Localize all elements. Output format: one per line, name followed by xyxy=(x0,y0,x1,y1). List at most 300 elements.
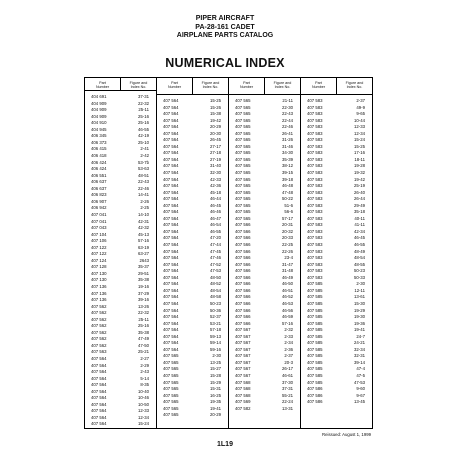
part-number: 407 566 xyxy=(235,268,251,274)
part-number-header: Part Number xyxy=(301,78,337,94)
page-title: NUMERICAL INDEX xyxy=(165,56,285,70)
part-number: 407 586 xyxy=(307,399,323,405)
part-number: 407 562 xyxy=(91,329,107,335)
part-number: 406 418 xyxy=(91,153,107,159)
part-number: 407 562 xyxy=(91,336,107,342)
part-number: 404 691 xyxy=(91,94,107,100)
part-number: 407 565 xyxy=(235,163,251,169)
part-number: 407 583 xyxy=(307,268,323,274)
figure-index: 46-55 xyxy=(354,242,365,248)
part-number: 404 945 xyxy=(91,126,107,132)
index-column xyxy=(229,78,301,428)
figure-index: 25-11 xyxy=(138,316,149,322)
part-number: 404 909 xyxy=(91,100,107,106)
part-number: 407 583 xyxy=(307,196,323,202)
part-number: 407 564 xyxy=(91,362,107,368)
part-number: 407 582 xyxy=(235,405,251,411)
figure-index: 19-35 xyxy=(210,399,221,405)
figure-index: 9-67 xyxy=(356,392,365,398)
figure-index: 17-16 xyxy=(354,150,365,156)
figure-index: 14-10 xyxy=(138,211,149,217)
part-number: 407 566 xyxy=(235,294,251,300)
part-number: 406 637 xyxy=(91,179,107,185)
figure-index: 2-37 xyxy=(356,98,365,103)
figure-index: 20-29 xyxy=(210,124,221,130)
part-number: 407 585 xyxy=(307,300,323,306)
figure-index: 31-46 xyxy=(282,143,293,149)
part-number: 407 583 xyxy=(307,189,323,195)
part-number: 407 564 xyxy=(163,117,179,123)
part-number: 407 566 xyxy=(235,281,251,287)
part-number: 407 564 xyxy=(163,130,179,136)
figure-index: 59-14 xyxy=(210,340,221,346)
figure-index: 12-33 xyxy=(138,408,149,414)
figure-index: 24-21 xyxy=(354,340,365,346)
part-number: 407 564 xyxy=(163,346,179,352)
figure-index: 46-54 xyxy=(210,222,221,228)
part-number: 407 564 xyxy=(163,189,179,195)
part-number: 407 583 xyxy=(307,222,323,228)
part-number: 407 564 xyxy=(91,369,107,375)
column-header xyxy=(157,78,228,95)
part-number: 407 564 xyxy=(163,281,179,287)
figure-index-header: Figure and Index No. xyxy=(129,80,148,90)
part-number: 407 565 xyxy=(235,104,251,110)
figure-index: 12-11 xyxy=(354,287,365,293)
figure-index: 25-16 xyxy=(138,323,149,329)
figure-index: 47-52 xyxy=(210,261,221,267)
part-number: 407 585 xyxy=(307,307,323,313)
figure-index: 42-36 xyxy=(210,183,221,189)
part-number: 406 424 xyxy=(91,159,107,165)
figure-index: 15-26 xyxy=(210,104,221,110)
figure-index: 47-20 xyxy=(210,235,221,241)
figure-index: 20-30 xyxy=(210,130,221,136)
figure-index: 48-55 xyxy=(354,261,365,267)
figure-index: 46-45 xyxy=(210,202,221,208)
figure-index: 46-44 xyxy=(210,196,221,202)
figure-index: 15-38 xyxy=(210,111,221,117)
figure-index: 15-30 xyxy=(354,300,365,306)
figure-index: 9-65 xyxy=(356,111,365,117)
figure-index: 2-41 xyxy=(140,146,149,152)
part-number: 407 104 xyxy=(91,231,107,237)
part-number: 407 583 xyxy=(307,183,323,189)
figure-index: 47-45 xyxy=(210,248,221,254)
figure-index: 49-9 xyxy=(356,104,365,110)
part-number: 407 583 xyxy=(307,215,323,221)
part-number: 407 565 xyxy=(235,189,251,195)
part-number: 407 122 xyxy=(91,251,107,257)
figure-index: 47-48 xyxy=(282,189,293,195)
part-number: 407 565 xyxy=(163,399,179,405)
figure-index: 63-19 xyxy=(138,244,149,250)
part-number: 407 566 xyxy=(235,314,251,320)
part-number: 407 562 xyxy=(91,316,107,322)
figure-index: 42-32 xyxy=(138,225,149,231)
figure-index: 56-6 xyxy=(284,209,293,215)
part-number: 407 564 xyxy=(163,170,179,176)
figure-index: 22-46 xyxy=(138,185,149,191)
part-number: 407 585 xyxy=(307,281,323,287)
figure-index: 22-43 xyxy=(282,111,293,117)
part-number: 407 585 xyxy=(307,353,323,359)
part-number: 407 583 xyxy=(307,150,323,156)
index-rows xyxy=(301,95,372,406)
figure-index: 53-63 xyxy=(138,166,149,172)
figure-index: 47-44 xyxy=(210,242,221,248)
part-number: 407 564 xyxy=(163,183,179,189)
figure-index: 37-29 xyxy=(138,290,149,296)
part-number: 407 136 xyxy=(91,283,107,289)
figure-index: 53-21 xyxy=(210,320,221,326)
figure-index: 35-18 xyxy=(354,209,365,215)
figure-index: 19-36 xyxy=(354,320,365,326)
figure-index: 13-45 xyxy=(354,399,365,405)
figure-index: 48-58 xyxy=(210,294,221,300)
figure-index: 32-30 xyxy=(210,170,221,176)
part-number: 407 566 xyxy=(235,320,251,326)
part-number: 407 583 xyxy=(307,156,323,162)
part-number: 407 568 xyxy=(235,386,251,392)
figure-index: 41-11 xyxy=(354,222,365,228)
part-number: 407 564 xyxy=(163,268,179,274)
part-number: 407 564 xyxy=(163,307,179,313)
figure-index: 2-29 xyxy=(140,362,149,368)
figure-index: 46-51 xyxy=(282,287,293,293)
part-number: 407 567 xyxy=(235,340,251,346)
figure-index: 19-41 xyxy=(210,405,221,411)
figure-index: 15-25 xyxy=(210,98,221,103)
part-number: 406 637 xyxy=(91,185,107,191)
part-number: 407 585 xyxy=(307,294,323,300)
part-number: 407 562 xyxy=(91,303,107,309)
index-rows xyxy=(229,95,300,412)
part-number: 407 564 xyxy=(163,255,179,261)
figure-index: 29-51 xyxy=(138,270,149,276)
part-number: 407 564 xyxy=(163,235,179,241)
figure-index: 15-24 xyxy=(354,137,365,143)
figure-index: 45-18 xyxy=(210,189,221,195)
catalog-header-manufacturer: PIPER AIRCRAFT xyxy=(195,15,255,22)
page-number: 1L19 xyxy=(217,441,233,448)
part-number: 407 564 xyxy=(91,382,107,388)
figure-index: 13-25 xyxy=(210,359,221,365)
figure-index: 42-33 xyxy=(210,176,221,182)
index-rows xyxy=(85,91,156,428)
figure-index: 20-33 xyxy=(282,235,293,241)
figure-index: 42-19 xyxy=(138,133,149,139)
part-number: 407 583 xyxy=(307,255,323,261)
part-number: 407 583 xyxy=(307,117,323,123)
part-number: 407 565 xyxy=(235,143,251,149)
part-number: 407 568 xyxy=(235,392,251,398)
part-number: 407 564 xyxy=(163,333,179,339)
part-number-header: Part Number xyxy=(229,78,265,94)
part-number: 407 565 xyxy=(163,372,179,378)
figure-index: 15-31 xyxy=(210,386,221,392)
figure-index: 46-55 xyxy=(210,228,221,234)
figure-index: 8-35 xyxy=(140,382,149,388)
figure-index: 15-29 xyxy=(210,379,221,385)
figure-index: 13-26 xyxy=(138,303,149,309)
part-number: 407 564 xyxy=(163,294,179,300)
figure-index: 2-27 xyxy=(140,355,149,361)
column-header xyxy=(85,78,156,91)
index-column xyxy=(85,78,157,428)
part-number: 407 565 xyxy=(163,392,179,398)
part-number: 407 585 xyxy=(307,379,323,385)
part-number: 407 565 xyxy=(235,170,251,176)
part-number: 407 565 xyxy=(163,405,179,411)
figure-index: 42-34 xyxy=(354,228,365,234)
figure-index: 39-15 xyxy=(282,170,293,176)
figure-index: 2-42 xyxy=(140,153,149,159)
figure-index: 22-46 xyxy=(282,124,293,130)
part-number: 407 566 xyxy=(235,235,251,241)
figure-index: 48-52 xyxy=(210,281,221,287)
part-number: 407 565 xyxy=(235,176,251,182)
figure-index: 2643 xyxy=(139,257,149,263)
figure-index: 31-26 xyxy=(282,137,293,143)
figure-index: 24-7 xyxy=(356,333,365,339)
part-number: 407 565 xyxy=(235,98,251,103)
figure-index: 10-46 xyxy=(138,395,149,401)
part-number: 407 583 xyxy=(307,163,323,169)
figure-index: 32-31 xyxy=(354,353,365,359)
figure-index: 57-16 xyxy=(282,320,293,326)
figure-index: 2-30 xyxy=(356,281,365,287)
figure-index: 19-30 xyxy=(354,314,365,320)
reissue-date: Reissued: August 1, 1999 xyxy=(322,432,371,437)
figure-index: 20-31 xyxy=(282,222,293,228)
part-number: 407 585 xyxy=(307,346,323,352)
part-number: 407 583 xyxy=(307,202,323,208)
part-number: 407 564 xyxy=(163,176,179,182)
figure-index: 22-24 xyxy=(282,399,293,405)
part-number: 407 566 xyxy=(235,228,251,234)
part-number: 406 823 xyxy=(91,192,107,198)
figure-index: 25-16 xyxy=(138,120,149,126)
figure-index: 40-11 xyxy=(354,215,365,221)
figure-index: 53-7b xyxy=(138,159,149,165)
figure-index: 46-52 xyxy=(282,294,293,300)
figure-index: 59-13 xyxy=(210,333,221,339)
part-number: 407 566 xyxy=(235,274,251,280)
figure-index: 15-28 xyxy=(210,372,221,378)
figure-index: 51-6 xyxy=(284,202,293,208)
figure-index: 46-45 xyxy=(354,235,365,241)
figure-index: 9-60 xyxy=(356,386,365,392)
figure-index: 46-50 xyxy=(282,281,293,287)
part-number: 407 564 xyxy=(91,421,107,427)
part-number: 407 566 xyxy=(235,255,251,261)
part-number: 407 564 xyxy=(91,401,107,407)
part-number: 407 566 xyxy=(235,261,251,267)
figure-index: 18-11 xyxy=(354,156,365,162)
part-number: 407 564 xyxy=(163,137,179,143)
figure-index: 26-45 xyxy=(210,137,221,143)
figure-index: 48-49 xyxy=(354,248,365,254)
figure-index: 23-4 xyxy=(284,255,293,261)
part-number: 407 565 xyxy=(163,359,179,365)
figure-index: 37-31 xyxy=(138,94,149,100)
part-number: 407 569 xyxy=(235,399,251,405)
figure-index: 27-17 xyxy=(210,143,221,149)
part-number: 407 564 xyxy=(163,314,179,320)
figure-index: 5-14 xyxy=(140,375,149,381)
part-number: 407 585 xyxy=(307,372,323,378)
part-number: 407 565 xyxy=(235,202,251,208)
catalog-header-title: AIRPLANE PARTS CATALOG xyxy=(176,32,274,39)
part-number: 407 564 xyxy=(91,395,107,401)
figure-index: 38-12 xyxy=(282,163,293,169)
part-number: 407 565 xyxy=(163,366,179,372)
index-rows xyxy=(157,95,228,419)
part-number: 407 565 xyxy=(235,117,251,123)
figure-index: 12-34 xyxy=(354,130,365,136)
figure-index: 22-30 xyxy=(282,104,293,110)
part-number: 407 566 xyxy=(235,307,251,313)
part-number: 407 564 xyxy=(163,327,179,333)
part-number-header: Part Number xyxy=(157,78,193,94)
figure-index: 47-5 xyxy=(356,372,365,378)
part-number: 406 551 xyxy=(91,172,107,178)
column-header xyxy=(301,78,372,95)
figure-index: 22-32 xyxy=(138,100,149,106)
index-column xyxy=(301,78,372,428)
figure-index: 26-41 xyxy=(282,130,293,136)
part-number: 407 564 xyxy=(163,143,179,149)
figure-index-header: Figure and Index No. xyxy=(201,80,220,90)
figure-index: 47-50 xyxy=(138,342,149,348)
part-number: 407 564 xyxy=(163,261,179,267)
part-number: 406 907 xyxy=(91,198,107,204)
part-number: 407 567 xyxy=(235,333,251,339)
figure-index: 55-21 xyxy=(282,392,293,398)
figure-index: 20-29 xyxy=(210,412,221,418)
figure-index: 31-48 xyxy=(282,268,293,274)
figure-index: 2-34 xyxy=(284,340,293,346)
column-header xyxy=(229,78,300,95)
figure-index: 57-16 xyxy=(138,238,149,244)
figure-index: 35-38 xyxy=(138,277,149,283)
figure-index: 2-43 xyxy=(140,369,149,375)
figure-index: 15-24 xyxy=(138,421,149,427)
figure-index: 22-43 xyxy=(138,179,149,185)
part-number: 407 041 xyxy=(91,218,107,224)
part-number: 407 564 xyxy=(163,320,179,326)
part-number: 407 583 xyxy=(307,111,323,117)
figure-index: 52-37 xyxy=(210,314,221,320)
figure-index: 19-28 xyxy=(354,163,365,169)
figure-index: 25-11 xyxy=(138,107,149,113)
part-number: 404 909 xyxy=(91,113,107,119)
part-number: 407 583 xyxy=(307,274,323,280)
part-number: 407 583 xyxy=(307,124,323,130)
part-number: 407 583 xyxy=(307,242,323,248)
figure-index: 47-46 xyxy=(210,255,221,261)
index-row xyxy=(85,421,156,428)
figure-index: 46-48 xyxy=(282,183,293,189)
part-number: 407 567 xyxy=(235,359,251,365)
figure-index: 35-38 xyxy=(138,329,149,335)
part-number: 407 585 xyxy=(307,320,323,326)
part-number: 407 562 xyxy=(91,310,107,316)
figure-index: 50-23 xyxy=(210,300,221,306)
part-number: 407 564 xyxy=(163,124,179,130)
part-number: 407 565 xyxy=(163,379,179,385)
part-number: 407 564 xyxy=(163,150,179,156)
figure-index: 16-25 xyxy=(210,392,221,398)
figure-index: 37-30 xyxy=(282,379,293,385)
part-number: 407 566 xyxy=(235,248,251,254)
part-number: 407 583 xyxy=(307,130,323,136)
figure-index-header: Figure and Index No. xyxy=(345,80,364,90)
part-number: 407 564 xyxy=(91,414,107,420)
figure-index: 26-44 xyxy=(354,196,365,202)
part-number: 407 585 xyxy=(307,359,323,365)
figure-index: 10-50 xyxy=(138,401,149,407)
figure-index: 47-53 xyxy=(354,379,365,385)
index-row xyxy=(301,399,372,406)
part-number: 407 564 xyxy=(163,209,179,215)
figure-index: 39-18 xyxy=(282,176,293,182)
figure-index: 10-44 xyxy=(354,117,365,123)
part-number: 407 124 xyxy=(91,257,107,263)
part-number: 407 565 xyxy=(235,111,251,117)
figure-index-header: Figure and Index No. xyxy=(273,80,292,90)
part-number: 407 128 xyxy=(91,264,107,270)
figure-index: 2-33 xyxy=(284,333,293,339)
numerical-index-table xyxy=(84,77,373,429)
figure-index: 26-40 xyxy=(354,189,365,195)
part-number: 407 567 xyxy=(235,366,251,372)
figure-index: 32-34 xyxy=(354,346,365,352)
part-number: 407 585 xyxy=(307,314,323,320)
figure-index: 25-21 xyxy=(138,349,149,355)
part-number: 407 565 xyxy=(163,353,179,359)
index-column xyxy=(157,78,229,428)
part-number: 407 564 xyxy=(163,287,179,293)
part-number: 407 043 xyxy=(91,225,107,231)
part-number: 407 565 xyxy=(235,124,251,130)
part-number: 407 564 xyxy=(163,300,179,306)
figure-index: 46-55 xyxy=(138,126,149,132)
figure-index: 50-33 xyxy=(354,274,365,280)
figure-index: 19-16 xyxy=(138,283,149,289)
figure-index: 26-17 xyxy=(282,366,293,372)
part-number: 407 583 xyxy=(307,98,323,103)
figure-index: 46-47 xyxy=(210,215,221,221)
figure-index: 46-46 xyxy=(210,209,221,215)
index-row xyxy=(229,406,300,413)
part-number: 404 910 xyxy=(91,120,107,126)
figure-index: 63-27 xyxy=(138,251,149,257)
figure-index: 29-49 xyxy=(354,202,365,208)
figure-index: 46-61 xyxy=(282,372,293,378)
figure-index: 46-56 xyxy=(282,307,293,313)
part-number: 407 583 xyxy=(307,176,323,182)
figure-index: 46-49 xyxy=(282,274,293,280)
part-number: 407 564 xyxy=(163,196,179,202)
figure-index: 2-26 xyxy=(140,198,149,204)
part-number: 407 583 xyxy=(307,104,323,110)
part-number: 407 585 xyxy=(307,333,323,339)
part-number: 407 564 xyxy=(163,222,179,228)
figure-index: 19-32 xyxy=(354,170,365,176)
figure-index: 25-16 xyxy=(138,113,149,119)
